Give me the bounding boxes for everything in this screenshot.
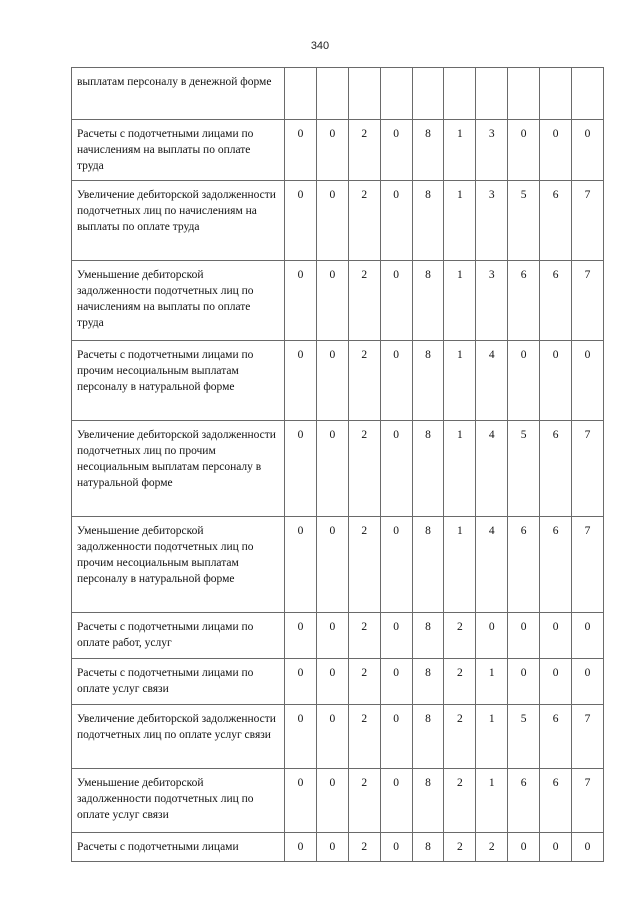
code-digit: 0 xyxy=(285,705,317,769)
code-digit: 5 xyxy=(508,181,540,261)
code-digit: 8 xyxy=(412,517,444,613)
code-digit: 0 xyxy=(380,659,412,705)
row-description: Расчеты с подотчетными лицами по оплате работ, услуг xyxy=(72,613,285,659)
code-digit: 0 xyxy=(572,833,604,862)
code-digit: 2 xyxy=(348,833,380,862)
code-digit: 2 xyxy=(444,769,476,833)
code-digit: 2 xyxy=(348,613,380,659)
row-description: выплатам персоналу в денежной форме xyxy=(72,68,285,120)
row-description: Увеличение дебиторской задолженности подотчетных лиц по прочим несоциальным выплатам персоналу в натуральной форме xyxy=(72,421,285,517)
table-row xyxy=(72,659,604,705)
code-digit: 4 xyxy=(476,341,508,421)
row-description: Расчеты с подотчетными лицами xyxy=(72,833,285,862)
code-digit xyxy=(380,68,412,120)
code-digit: 0 xyxy=(380,120,412,181)
code-digit: 7 xyxy=(572,769,604,833)
code-digit: 0 xyxy=(380,181,412,261)
table-row xyxy=(72,181,604,261)
code-digit: 0 xyxy=(508,120,540,181)
code-digit: 0 xyxy=(285,517,317,613)
code-digit: 1 xyxy=(444,120,476,181)
code-digit: 0 xyxy=(572,120,604,181)
row-description: Уменьшение дебиторской задолженности подотчетных лиц по оплате услуг связи xyxy=(72,769,285,833)
code-digit: 1 xyxy=(444,341,476,421)
code-digit: 8 xyxy=(412,181,444,261)
code-digit xyxy=(412,68,444,120)
code-digit: 0 xyxy=(380,705,412,769)
code-digit: 2 xyxy=(444,833,476,862)
code-digit: 3 xyxy=(476,120,508,181)
row-description: Расчеты с подотчетными лицами по оплате услуг связи xyxy=(72,659,285,705)
code-digit xyxy=(316,68,348,120)
code-digit: 6 xyxy=(540,769,572,833)
table-row xyxy=(72,421,604,517)
code-digit: 0 xyxy=(540,613,572,659)
code-digit xyxy=(444,68,476,120)
table-row xyxy=(72,68,604,120)
code-digit: 2 xyxy=(444,659,476,705)
code-digit: 2 xyxy=(348,659,380,705)
code-digit: 7 xyxy=(572,261,604,341)
code-digit: 4 xyxy=(476,517,508,613)
code-digit: 8 xyxy=(412,421,444,517)
code-digit: 0 xyxy=(285,341,317,421)
code-digit: 6 xyxy=(540,181,572,261)
code-digit xyxy=(476,68,508,120)
code-digit: 0 xyxy=(316,659,348,705)
code-digit: 0 xyxy=(316,421,348,517)
code-digit: 2 xyxy=(444,613,476,659)
code-digit: 0 xyxy=(380,261,412,341)
table-row xyxy=(72,769,604,833)
code-digit: 7 xyxy=(572,181,604,261)
row-description: Расчеты с подотчетными лицами по начислениям на выплаты по оплате труда xyxy=(72,120,285,181)
code-digit: 0 xyxy=(508,659,540,705)
code-digit xyxy=(348,68,380,120)
code-digit: 2 xyxy=(476,833,508,862)
code-digit: 6 xyxy=(540,261,572,341)
code-digit: 2 xyxy=(348,120,380,181)
code-digit: 0 xyxy=(285,833,317,862)
table-row xyxy=(72,341,604,421)
code-digit: 0 xyxy=(572,341,604,421)
code-digit: 0 xyxy=(285,659,317,705)
row-description: Уменьшение дебиторской задолженности подотчетных лиц по начислениям на выплаты по оплате труда xyxy=(72,261,285,341)
table-row xyxy=(72,517,604,613)
code-digit: 8 xyxy=(412,833,444,862)
code-digit xyxy=(540,68,572,120)
code-digit: 3 xyxy=(476,261,508,341)
code-digit: 2 xyxy=(348,341,380,421)
code-digit: 0 xyxy=(380,769,412,833)
table-row xyxy=(72,833,604,862)
code-digit: 0 xyxy=(572,659,604,705)
code-digit: 0 xyxy=(316,769,348,833)
code-digit: 0 xyxy=(508,833,540,862)
code-digit: 0 xyxy=(540,341,572,421)
code-digit: 4 xyxy=(476,421,508,517)
code-digit: 2 xyxy=(444,705,476,769)
code-digit: 0 xyxy=(285,769,317,833)
code-digit: 1 xyxy=(476,769,508,833)
table-row xyxy=(72,613,604,659)
code-digit: 0 xyxy=(285,261,317,341)
code-digit: 2 xyxy=(348,261,380,341)
code-digit: 0 xyxy=(316,833,348,862)
account-codes-table-body xyxy=(72,68,604,862)
code-digit: 5 xyxy=(508,421,540,517)
code-digit: 0 xyxy=(380,341,412,421)
code-digit: 0 xyxy=(285,120,317,181)
code-digit: 0 xyxy=(316,705,348,769)
code-digit: 0 xyxy=(380,833,412,862)
code-digit: 7 xyxy=(572,517,604,613)
row-description: Увеличение дебиторской задолженности подотчетных лиц по начислениям на выплаты по оплате труда xyxy=(72,181,285,261)
code-digit: 1 xyxy=(476,659,508,705)
code-digit: 0 xyxy=(316,261,348,341)
code-digit: 8 xyxy=(412,613,444,659)
code-digit: 1 xyxy=(444,181,476,261)
code-digit xyxy=(285,68,317,120)
code-digit: 2 xyxy=(348,769,380,833)
code-digit: 1 xyxy=(444,421,476,517)
page-number: 340 xyxy=(310,40,330,52)
table-row xyxy=(72,120,604,181)
code-digit: 0 xyxy=(285,181,317,261)
code-digit: 8 xyxy=(412,261,444,341)
code-digit: 0 xyxy=(540,833,572,862)
code-digit: 0 xyxy=(380,421,412,517)
code-digit: 0 xyxy=(540,120,572,181)
code-digit: 3 xyxy=(476,181,508,261)
code-digit: 0 xyxy=(508,613,540,659)
code-digit: 8 xyxy=(412,120,444,181)
code-digit: 8 xyxy=(412,659,444,705)
table-row xyxy=(72,261,604,341)
code-digit: 0 xyxy=(316,613,348,659)
row-description: Увеличение дебиторской задолженности подотчетных лиц по оплате услуг связи xyxy=(72,705,285,769)
code-digit: 0 xyxy=(508,341,540,421)
code-digit: 2 xyxy=(348,705,380,769)
code-digit: 6 xyxy=(540,705,572,769)
account-codes-table xyxy=(71,67,604,862)
code-digit: 0 xyxy=(285,421,317,517)
code-digit: 1 xyxy=(444,517,476,613)
code-digit: 0 xyxy=(540,659,572,705)
code-digit xyxy=(508,68,540,120)
code-digit: 8 xyxy=(412,705,444,769)
code-digit: 6 xyxy=(540,421,572,517)
code-digit: 0 xyxy=(285,613,317,659)
code-digit: 2 xyxy=(348,517,380,613)
code-digit: 0 xyxy=(476,613,508,659)
row-description: Расчеты с подотчетными лицами по прочим несоциальным выплатам персоналу в натуральной форме xyxy=(72,341,285,421)
code-digit: 8 xyxy=(412,341,444,421)
code-digit: 0 xyxy=(380,517,412,613)
table-row xyxy=(72,705,604,769)
code-digit: 0 xyxy=(316,341,348,421)
code-digit: 6 xyxy=(540,517,572,613)
code-digit: 1 xyxy=(444,261,476,341)
code-digit: 0 xyxy=(572,613,604,659)
code-digit: 8 xyxy=(412,769,444,833)
code-digit: 0 xyxy=(316,181,348,261)
code-digit: 2 xyxy=(348,421,380,517)
code-digit: 0 xyxy=(316,517,348,613)
code-digit: 7 xyxy=(572,421,604,517)
code-digit: 0 xyxy=(316,120,348,181)
code-digit: 6 xyxy=(508,261,540,341)
code-digit xyxy=(572,68,604,120)
code-digit: 2 xyxy=(348,181,380,261)
code-digit: 5 xyxy=(508,705,540,769)
code-digit: 0 xyxy=(380,613,412,659)
code-digit: 6 xyxy=(508,517,540,613)
code-digit: 1 xyxy=(476,705,508,769)
code-digit: 7 xyxy=(572,705,604,769)
row-description: Уменьшение дебиторской задолженности подотчетных лиц по прочим несоциальным выплатам персоналу в натуральной форме xyxy=(72,517,285,613)
code-digit: 6 xyxy=(508,769,540,833)
